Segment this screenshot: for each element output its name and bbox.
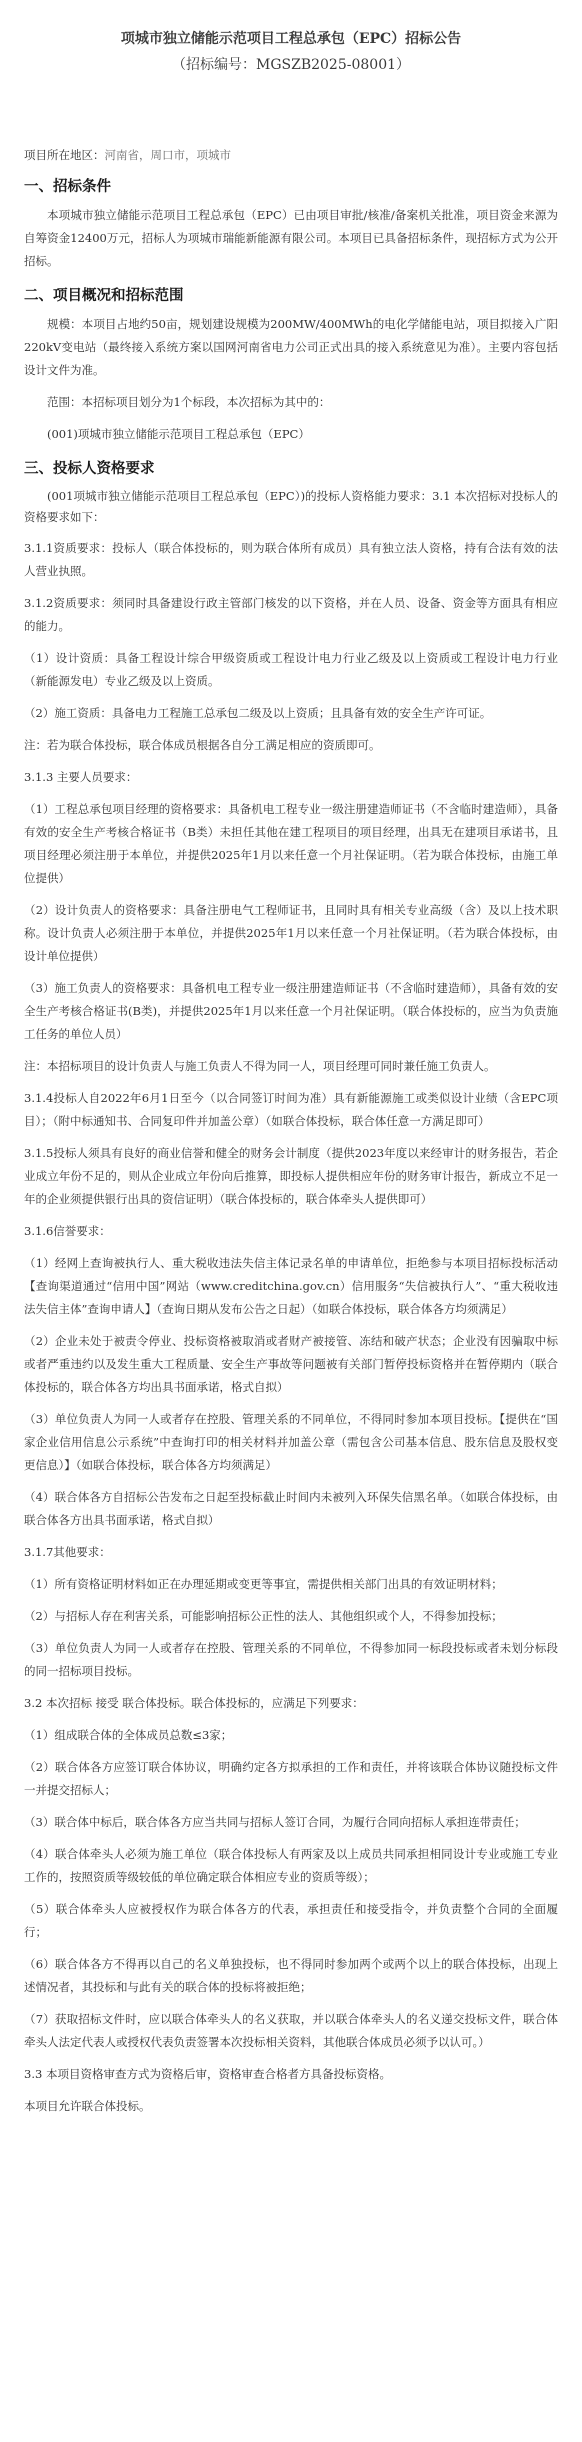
paragraph: 范围：本招标项目划分为1个标段，本次招标为其中的： bbox=[47, 395, 331, 409]
location-value: 河南省，周口市，项城市 bbox=[104, 148, 231, 162]
paragraph: （3）单位负责人为同一人或者存在控股、管理关系的不同单位，不得同时参加本项目投标。【提供在“国家企业信用信息公示系统”中查询打印的相关材料并加盖公章（需包含公司基本信息、股东信息及股权变更信息）】（如联合体投标，联合体各方均须满足） bbox=[24, 1412, 558, 1472]
location-label: 项目所在地区： bbox=[24, 148, 105, 162]
paragraph: 3.1.7其他要求： bbox=[24, 1545, 111, 1559]
paragraph: （1）工程总承包项目经理的资格要求：具备机电工程专业一级注册建造师证书（不含临时建造师），具备有效的安全生产考核合格证书（B类）未担任其他在建工程项目的项目经理，出具无在建项目承诺书，且项目经理必须注册于本单位，并提供2025年1月以来任意一个月社保证明。（若为联合体投标，由施工单位提供） bbox=[24, 802, 558, 885]
section-heading-project-overview: 二、项目概况和招标范围 bbox=[24, 288, 184, 304]
paragraph: 3.2 本次招标 接受 联合体投标。联合体投标的，应满足下列要求： bbox=[24, 1696, 364, 1710]
paragraph: （4）联合体各方自招标公告发布之日起至投标截止时间内未被列入环保失信黑名单。（如联合体投标，由联合体各方出具书面承诺，格式自拟） bbox=[24, 1490, 558, 1527]
page-title: 项城市独立储能示范项目工程总承包（EPC）招标公告 bbox=[120, 31, 462, 47]
paragraph: （6）联合体各方不得再以自己的名义单独投标，也不得同时参加两个或两个以上的联合体投标，出现上述情况者，其投标和与此有关的联合体的投标将被拒绝； bbox=[24, 1957, 558, 1994]
paragraph: 规模：本项目占地约50亩，规划建设规模为200MW/400MWh的电化学储能电站，项目拟接入广阳220kV变电站（最终接入系统方案以国网河南省电力公司正式出具的接入系统意见为准）。主要内容包括设计文件为准。 bbox=[24, 317, 558, 377]
paragraph: （4）联合体牵头人必须为施工单位（联合体投标人有两家及以上成员共同承担相同设计专业或施工专业工作的，按照资质等级较低的单位确定联合体相应专业的资质等级）； bbox=[24, 1847, 558, 1884]
paragraph: （2）联合体各方应签订联合体协议，明确约定各方拟承担的工作和责任，并将该联合体协议随投标文件一并提交招标人； bbox=[24, 1760, 558, 1797]
paragraph: 3.1.2资质要求：须同时具备建设行政主管部门核发的以下资格，并在人员、设备、资金等方面具有相应的能力。 bbox=[24, 596, 558, 633]
paragraph: 本项城市独立储能示范项目工程总承包（EPC）已由项目审批/核准/备案机关批准，项目资金来源为自筹资金12400万元，招标人为项城市瑞能新能源有限公司。本项目已具备招标条件，现招标方式为公开招标。 bbox=[24, 208, 558, 268]
paragraph: 本项目允许联合体投标。 bbox=[24, 2099, 151, 2113]
section-heading-tender-conditions: 一、招标条件 bbox=[24, 179, 111, 195]
paragraph: (001项城市独立储能示范项目工程总承包（EPC）)的投标人资格能力要求：3.1 本次招标对投标人的资格要求如下： bbox=[24, 489, 558, 524]
paragraph: （1）组成联合体的全体成员总数≤3家； bbox=[24, 1728, 233, 1742]
paragraph: 3.3 本项目资格审查方式为资格后审，资格审查合格者方具备投标资格。 bbox=[24, 2067, 391, 2081]
paragraph: 注：若为联合体投标，联合体成员根据各自分工满足相应的资质即可。 bbox=[24, 738, 381, 752]
project-location bbox=[24, 146, 558, 164]
paragraph: （1）经网上查询被执行人、重大税收违法失信主体记录名单的申请单位，拒绝参与本项目招标投标活动【查询渠道通过“信用中国”网站（www.creditchina.gov.cn）信用服务“失信被执行人”、“重大税收违法失信主体”查询申请人】（查询日期从发布公告之日起）（如联合体投标，联合体各方均须满足） bbox=[24, 1256, 558, 1316]
section-heading-bidder-qualifications: 三、投标人资格要求 bbox=[24, 461, 155, 477]
tender-number: （招标编号：MGSZB2025-08001） bbox=[171, 57, 411, 73]
paragraph: （3）联合体中标后，联合体各方应当共同与招标人签订合同，为履行合同向招标人承担连带责任； bbox=[24, 1815, 526, 1829]
paragraph: 注：本招标项目的设计负责人与施工负责人不得为同一人，项目经理可同时兼任施工负责人。 bbox=[24, 1059, 496, 1073]
paragraph: 3.1.1资质要求：投标人（联合体投标的，则为联合体所有成员）具有独立法人资格，持有合法有效的法人营业执照。 bbox=[24, 541, 558, 578]
paragraph: （3）单位负责人为同一人或者存在控股、管理关系的不同单位，不得参加同一标段投标或者未划分标段的同一招标项目投标。 bbox=[24, 1641, 558, 1678]
paragraph: （5）联合体牵头人应被授权作为联合体各方的代表，承担责任和接受指令，并负责整个合同的全面履行； bbox=[24, 1902, 558, 1939]
paragraph: （2）设计负责人的资格要求：具备注册电气工程师证书，且同时具有相关专业高级（含）及以上技术职称。设计负责人必须注册于本单位，并提供2025年1月以来任意一个月社保证明。（若为联合体投标，由设计单位提供） bbox=[24, 903, 558, 963]
paragraph: （2）施工资质：具备电力工程施工总承包二级及以上资质；且具备有效的安全生产许可证。 bbox=[24, 706, 492, 720]
paragraph: 3.1.3 主要人员要求： bbox=[24, 770, 138, 784]
paragraph: (001)项城市独立储能示范项目工程总承包（EPC） bbox=[47, 427, 310, 441]
paragraph: （3）施工负责人的资格要求：具备机电工程专业一级注册建造师证书（不含临时建造师），具备有效的安全生产考核合格证书(B类)，并提供2025年1月以来任意一个月社保证明。（联合体投标的，应当为负责施工任务的单位人员） bbox=[24, 981, 558, 1041]
paragraph: （2）企业未处于被责令停业、投标资格被取消或者财产被接管、冻结和破产状态；企业没有因骗取中标或者严重违约以及发生重大工程质量、安全生产事故等问题被有关部门暂停投标资格并在暂停期内（联合体投标的，联合体各方均出具书面承诺，格式自拟） bbox=[24, 1334, 558, 1394]
paragraph: 3.1.6信誉要求： bbox=[24, 1224, 111, 1238]
paragraph: （1）所有资格证明材料如正在办理延期或变更等事宜，需提供相关部门出具的有效证明材料； bbox=[24, 1577, 503, 1591]
paragraph: 3.1.4投标人自2022年6月1日至今（以合同签订时间为准）具有新能源施工或类似设计业绩（含EPC项目）；（附中标通知书、合同复印件并加盖公章）（如联合体投标，联合体任意一方满足即可） bbox=[24, 1091, 558, 1128]
paragraph: （1）设计资质：具备工程设计综合甲级资质或工程设计电力行业乙级及以上资质或工程设计电力行业（新能源发电）专业乙级及以上资质。 bbox=[24, 651, 558, 688]
paragraph: （2）与招标人存在利害关系，可能影响招标公正性的法人、其他组织或个人，不得参加投标； bbox=[24, 1609, 503, 1623]
paragraph: （7）获取招标文件时，应以联合体牵头人的名义获取，并以联合体牵头人的名义递交投标文件，联合体牵头人法定代表人或授权代表负责签署本次投标相关资料，其他联合体成员必须予以认可。） bbox=[24, 2012, 558, 2049]
paragraph: 3.1.5投标人须具有良好的商业信誉和健全的财务会计制度（提供2023年度以来经审计的财务报告，若企业成立年份不足的，则从企业成立年份向后推算，即投标人提供相应年份的财务审计报告，新成立不足一年的企业须提供银行出具的资信证明）（联合体投标的，联合体牵头人提供即可） bbox=[24, 1146, 558, 1206]
